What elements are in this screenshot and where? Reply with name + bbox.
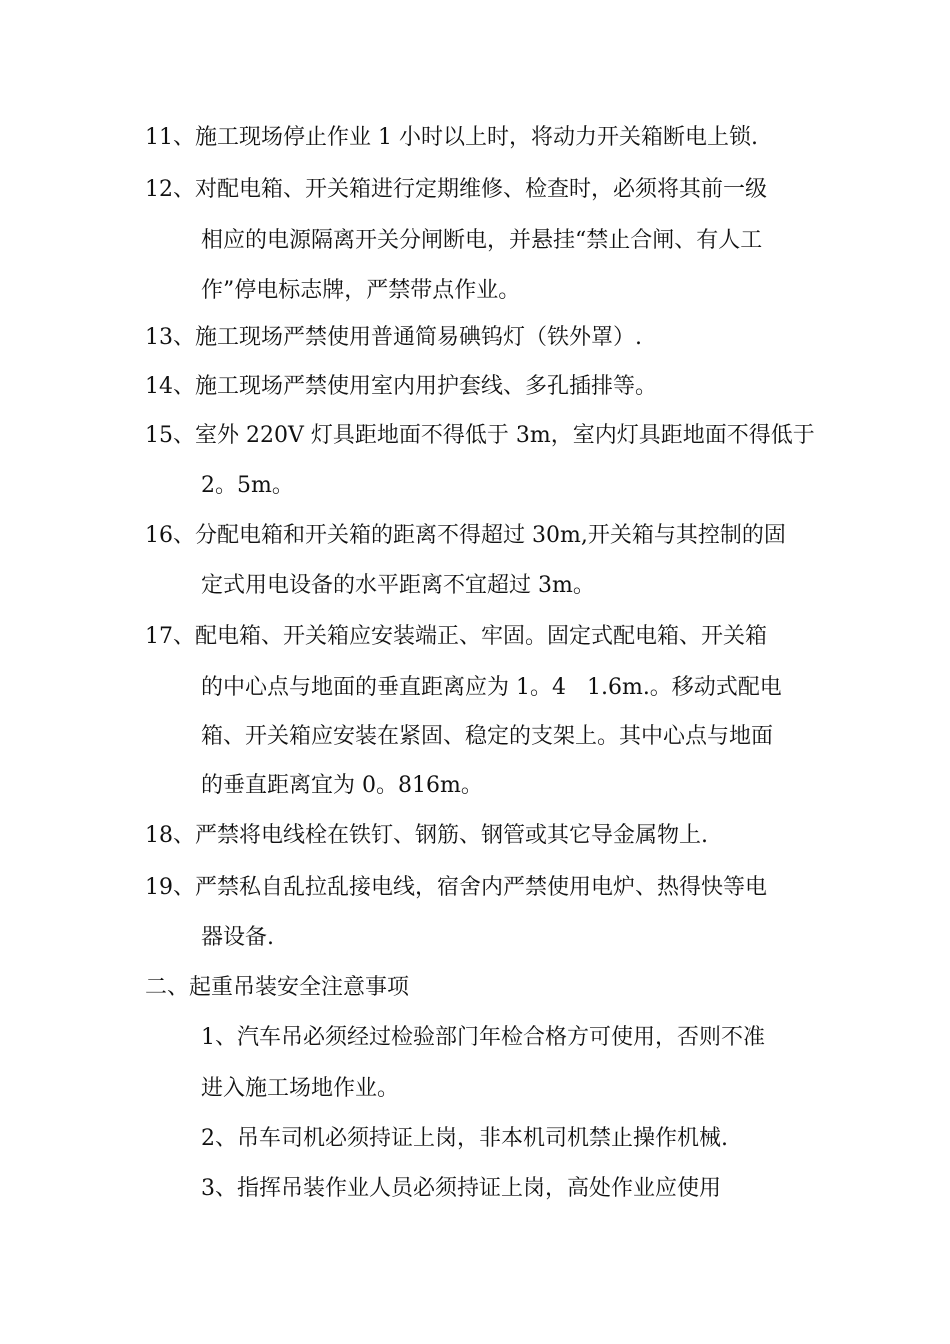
text-line: 器设备. [201,925,274,950]
text-line: 14、施工现场严禁使用室内用护套线、多孔插排等。 [145,374,657,399]
text-line: 2。5m。 [201,473,294,498]
text-line: 定式用电设备的水平距离不宜超过 3m。 [201,573,595,598]
text-line: 11、施工现场停止作业 1 小时以上时，将动力开关箱断电上锁. [145,125,758,150]
text-line: 的中心点与地面的垂直距离应为 1。4 1.6m.。移动式配电 [201,675,782,700]
text-line: 17、配电箱、开关箱应安装端正、牢固。固定式配电箱、开关箱 [145,624,767,649]
text-line: 箱、开关箱应安装在紧固、稳定的支架上。其中心点与地面 [201,724,774,749]
text-line: 的垂直距离宜为 0。816m。 [201,773,483,798]
text-line: 19、严禁私自乱拉乱接电线，宿舍内严禁使用电炉、热得快等电 [145,875,767,900]
text-line: 进入施工场地作业。 [201,1076,400,1101]
text-line: 15、室外 220V 灯具距地面不得低于 3m，室内灯具距地面不得低于 [145,423,815,448]
text-line: 3、指挥吊装作业人员必须持证上岗，高处作业应使用 [201,1176,721,1201]
text-line: 2、吊车司机必须持证上岗，非本机司机禁止操作机械. [201,1126,728,1151]
text-line: 相应的电源隔离开关分闸断电，并悬挂“禁止合闸、有人工 [201,228,763,253]
text-line: 12、对配电箱、开关箱进行定期维修、检查时，必须将其前一级 [145,177,767,202]
text-line: 13、施工现场严禁使用普通简易碘钨灯（铁外罩）. [145,325,642,350]
section-heading: 二、起重吊装安全注意事项 [145,975,410,1000]
text-line: 1、汽车吊必须经过检验部门年检合格方可使用，否则不准 [201,1025,765,1050]
text-line: 18、严禁将电线栓在铁钉、钢筋、钢管或其它导金属物上. [145,823,708,848]
text-line: 16、分配电箱和开关箱的距离不得超过 30m,开关箱与其控制的固 [145,523,786,548]
text-line: 作”停电标志牌，严禁带点作业。 [201,278,521,303]
